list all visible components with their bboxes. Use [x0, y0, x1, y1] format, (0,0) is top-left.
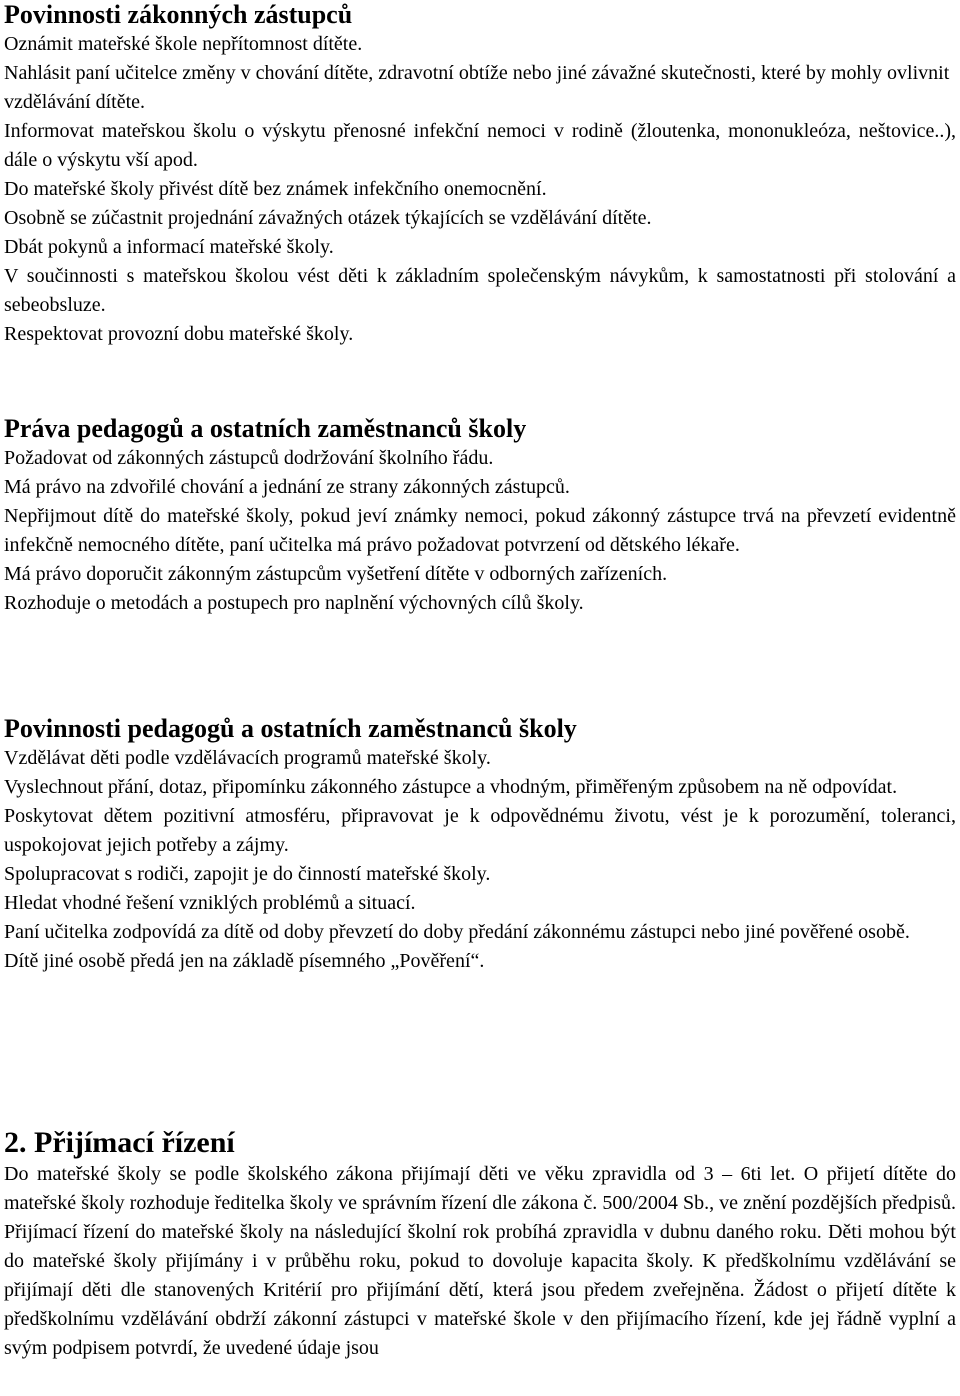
paragraph: Dítě jiné osobě předá jen na základě písemného „Pověření“. — [4, 950, 485, 972]
paragraph: Požadovat od zákonných zástupců dodržování školního řádu. — [4, 447, 494, 469]
section-staff-rights — [4, 414, 956, 618]
paragraph: Osobně se zúčastnit projednání závažných otázek týkajících se vzdělávání dítěte. — [4, 207, 652, 229]
paragraph: Rozhoduje o metodách a postupech pro naplnění výchovných cílů školy. — [4, 592, 584, 614]
paragraph: Respektovat provozní dobu mateřské školy. — [4, 323, 354, 345]
paragraph: Nahlásit paní učitelce změny v chování dítěte, zdravotní obtíže nebo jiné závažné skutečnosti, které by mohly ovlivnit vzdělávání dítěte. — [4, 62, 950, 113]
paragraph: Dbát pokynů a informací mateřské školy. — [4, 236, 334, 258]
paragraph: Paní učitelka zodpovídá za dítě od doby převzetí do doby předání zákonnému zástupci nebo jiné pověřené osobě. — [4, 921, 910, 943]
section-admission — [4, 1126, 956, 1363]
paragraph: Oznámit mateřské škole nepřítomnost dítěte. — [4, 33, 363, 55]
section-heading: Povinnosti zákonných zástupců — [4, 0, 353, 29]
section-staff-duties — [4, 714, 956, 976]
paragraph: Spolupracovat s rodiči, zapojit je do činností mateřské školy. — [4, 863, 491, 885]
paragraph: Má právo doporučit zákonným zástupcům vyšetření dítěte v odborných zařízeních. — [4, 563, 668, 585]
paragraph: Nepřijmout dítě do mateřské školy, pokud jeví známky nemoci, pokud zákonný zástupce trvá na převzetí evidentně infekčně nemocného dítěte, paní učitelka má právo požadovat potvrzení od dětského lékaře. — [4, 505, 956, 556]
section-heading: 2. Přijímací řízení — [4, 1126, 235, 1159]
paragraph: Do mateřské školy se podle školského zákona přijímají děti ve věku zpravidla od 3 – 6ti let. O přijetí dítěte do mateřské školy rozhoduje ředitelka školy ve správním řízení dle zákona č. 500/2004 Sb., ve znění pozdějších předpisů. Přijímací řízení do mateřské školy na následující školní rok probíhá zpravidla v dubnu daného roku. Děti mohou být do mateřské školy přijímány i v průběhu roku, pokud to dovoluje kapacita školy. K předškolnímu vzdělávání se přijímají děti dle stanovených Kritérií pro přijímání dětí, která jsou předem zveřejněna. Žádost o přijetí dítěte k předškolnímu vzdělávání obdrží zákonní zástupci v mateřské škole v den přijímacího řízení, kde jej řádně vyplní a svým podpisem potvrdí, že uvedené údaje jsou — [4, 1163, 956, 1359]
paragraph: Hledat vhodné řešení vzniklých problémů a situací. — [4, 892, 416, 914]
paragraph: V součinnosti s mateřskou školou vést děti k základním společenským návykům, k samostatnosti při stolování a sebeobsluze. — [4, 265, 956, 316]
section-parent-duties — [4, 0, 956, 349]
paragraph: Do mateřské školy přivést dítě bez známek infekčního onemocnění. — [4, 178, 547, 200]
paragraph-list — [4, 1160, 956, 1363]
section-heading: Práva pedagogů a ostatních zaměstnanců školy — [4, 414, 527, 443]
paragraph: Vyslechnout přání, dotaz, připomínku zákonného zástupce a vhodným, přiměřeným způsobem na ně odpovídat. — [4, 776, 898, 798]
section-heading: Povinnosti pedagogů a ostatních zaměstnanců školy — [4, 714, 577, 743]
paragraph: Informovat mateřskou školu o výskytu přenosné infekční nemoci v rodině (žloutenka, mononukleóza, neštovice..), dále o výskytu vší apod. — [4, 120, 956, 171]
paragraph-list — [4, 444, 956, 618]
paragraph: Poskytovat dětem pozitivní atmosféru, připravovat je k odpovědnému životu, vést je k porozumění, toleranci, uspokojovat jejich potřeby a zájmy. — [4, 805, 956, 856]
paragraph-list — [4, 744, 956, 976]
paragraph-list — [4, 30, 956, 349]
paragraph: Vzdělávat děti podle vzdělávacích programů mateřské školy. — [4, 747, 491, 769]
paragraph: Má právo na zdvořilé chování a jednání ze strany zákonných zástupců. — [4, 476, 570, 498]
